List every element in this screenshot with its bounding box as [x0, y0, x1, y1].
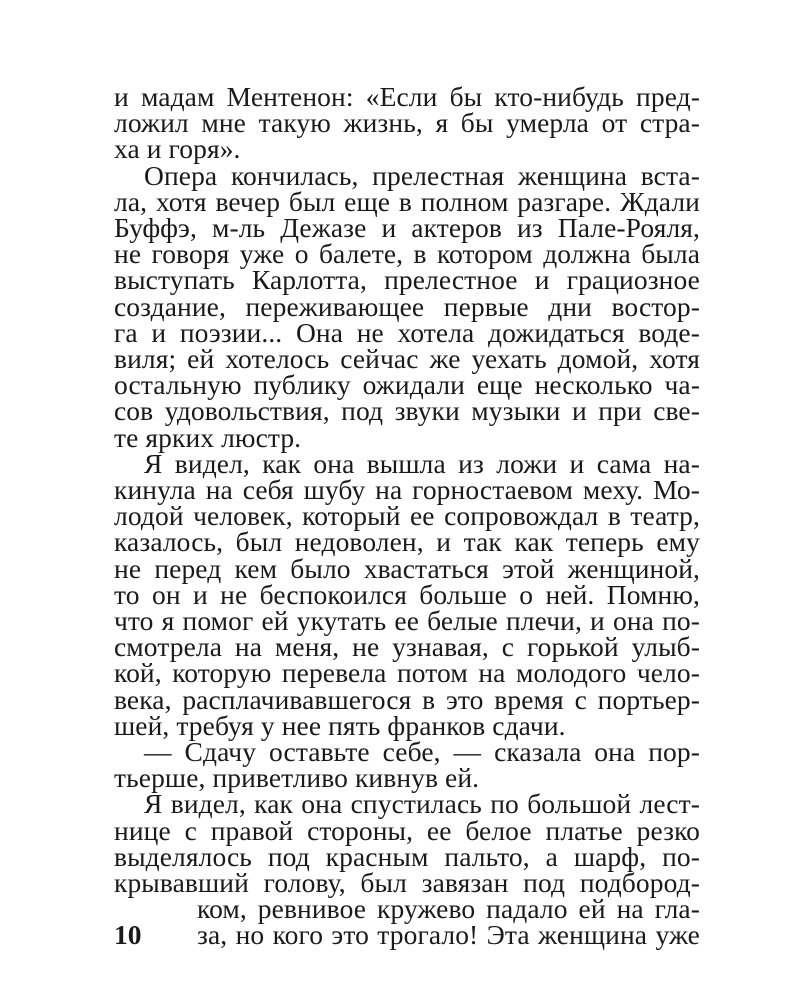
text-line-4: Опера кончилась, прелестная женщина вста-	[144, 159, 700, 191]
text-line-11: виля; ей хотелось сейчас же уехать домой, хотя	[114, 343, 700, 374]
text-line-22: смотрела на меня, не узнавая, с горькой улыб-	[114, 631, 700, 663]
text-line-18: казалось, был недоволен, и так как теперь ему	[114, 526, 700, 558]
text-line-20: то он и не беспокоился больше о ней. Помню,	[114, 578, 700, 610]
text-line-3: ха и горя».	[114, 133, 241, 165]
text-line-27: тьерше, приветливо кивнув ей.	[114, 762, 480, 794]
text-line-21: что я помог ей укутать ее белые плечи, и она по-	[114, 605, 700, 636]
text-line-30: выделялось под красным пальто, а шарф, по-	[114, 840, 700, 872]
text-line-6: Буффэ, м-ль Дежазе и актеров из Пале-Рояля,	[114, 212, 700, 243]
text-line-13: сов удовольствия, под звуки музыки и при све-	[114, 395, 700, 427]
text-line-9: создание, переживающее первые дни востор-	[114, 290, 700, 322]
text-line-26: — Сдачу оставьте себе, — сказала она пор-	[144, 736, 700, 767]
text-line-14: те ярких люстр.	[114, 421, 302, 453]
text-line-7: не говоря уже о балете, в котором должна была	[114, 238, 700, 270]
text-line-1: и мадам Ментенон: «Если бы кто-нибудь пред-	[114, 81, 700, 112]
text-line-5: ла, хотя вечер был еще в полном разгаре. Ждали	[114, 185, 700, 217]
text-line-33: за, но кого это трогало! Эта женщина уже	[197, 919, 700, 951]
text-line-8: выступать Карлотта, прелестное и грациозное	[114, 264, 700, 296]
text-line-12: остальную публику ожидали еще несколько ча-	[114, 369, 700, 401]
text-line-29: нице с правой стороны, ее белое платье резко	[114, 814, 700, 846]
text-line-19: не перед кем было хвастаться этой женщиной,	[114, 552, 700, 584]
text-line-24: века, расплачивавшегося в это время с портьер-	[114, 683, 700, 715]
text-line-16: кинула на себя шубу на горностаевом меху. Мо-	[114, 474, 700, 505]
page-number: 10	[114, 919, 142, 951]
text-line-10: га и поэзии... Она не хотела дожидаться воде-	[114, 316, 700, 348]
text-line-28: Я видел, как она спустилась по большой лест-	[144, 788, 700, 820]
text-line-15: Я видел, как она вышла из ложи и сама на-	[144, 447, 700, 479]
text-line-23: кой, которую перевела потом на молодого чело-	[114, 657, 700, 689]
text-line-2: ложил мне такую жизнь, я бы умерла от стра-	[114, 107, 700, 139]
text-line-31: крывавший голову, был завязан под подбород-	[114, 867, 700, 898]
text-line-32: ком, ревнивое кружево падало ей на гла-	[197, 893, 700, 925]
text-line-25: шей, требуя у нее пять франков сдачи.	[114, 709, 566, 741]
text-line-17: лодой человек, который ее сопровождал в театр,	[114, 500, 700, 532]
